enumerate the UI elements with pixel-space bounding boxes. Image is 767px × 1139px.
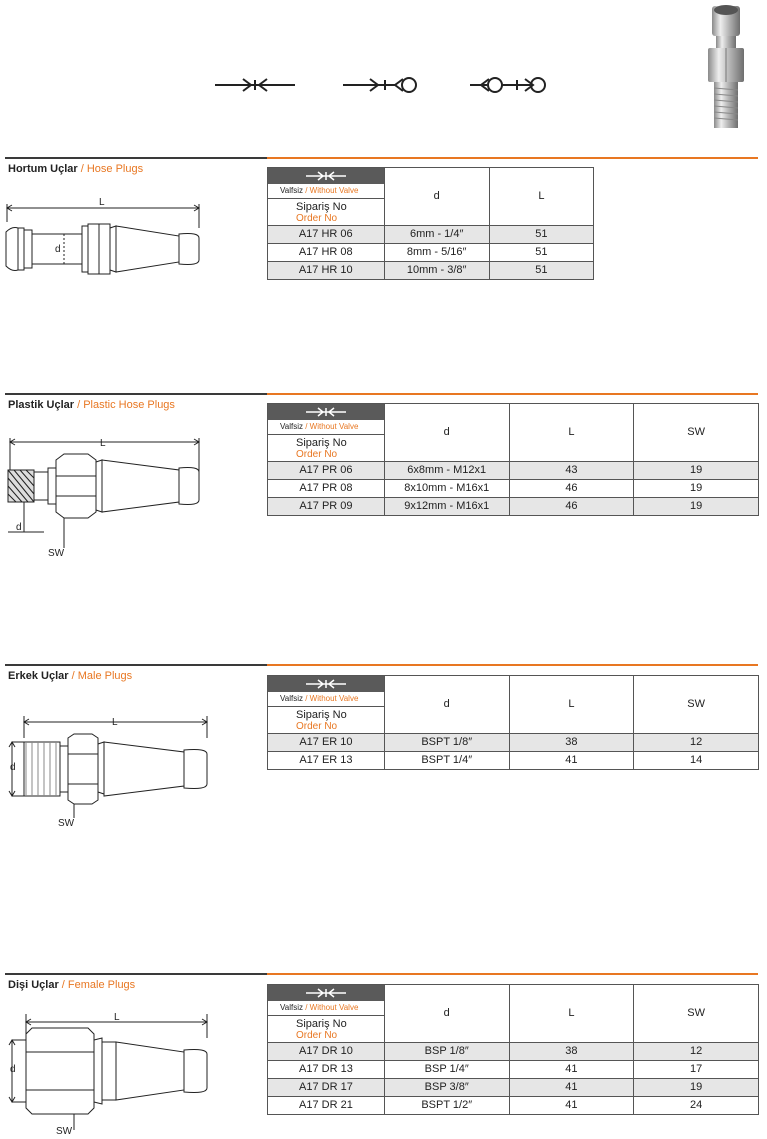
product-photo	[690, 2, 762, 132]
SW-cell: 12	[634, 734, 759, 752]
section-title-tr: Plastik Uçlar	[8, 399, 75, 411]
col-header-SW: SW	[634, 404, 759, 462]
order-no-cell: A17 HR 08	[268, 244, 385, 262]
d-cell: BSPT 1/8″	[384, 734, 509, 752]
SW-cell: 17	[634, 1061, 759, 1079]
section-divider	[5, 664, 267, 666]
d-cell: BSPT 1/4″	[384, 752, 509, 770]
table-row	[268, 1061, 759, 1079]
L-cell: 41	[509, 1079, 634, 1097]
col-header-d: d	[384, 404, 509, 462]
valve-type-label: Valfsiz / Without Valve	[268, 420, 384, 435]
col-header-L: L	[509, 985, 634, 1043]
coupling-symbols	[205, 70, 555, 100]
section-title-en: Plastic Hose Plugs	[83, 399, 175, 411]
SW-cell: 19	[634, 498, 759, 516]
female-plugs-table	[267, 984, 759, 1115]
SW-cell: 19	[634, 480, 759, 498]
L-cell: 41	[509, 1097, 634, 1115]
order-no-cell: A17 HR 06	[268, 226, 385, 244]
L-cell: 41	[509, 1061, 634, 1079]
d-cell: BSP 3/8″	[384, 1079, 509, 1097]
order-no-header: Sipariş No Order No	[296, 1018, 347, 1041]
female-plug-drawing	[4, 1008, 209, 1136]
col-header-d: d	[384, 985, 509, 1043]
dimension-label-SW: SW	[58, 818, 75, 829]
without-valve-symbol	[268, 985, 384, 1001]
section-divider-accent	[267, 973, 758, 975]
hose-plugs-table	[267, 167, 594, 280]
dimension-label-L: L	[100, 438, 106, 449]
order-no-cell: A17 PR 06	[268, 462, 385, 480]
dimension-label-SW: SW	[56, 1126, 73, 1136]
L-cell: 51	[489, 244, 593, 262]
order-no-cell: A17 DR 10	[268, 1043, 385, 1061]
without-valve-symbol	[268, 404, 384, 420]
valve-type-label: Valfsiz / Without Valve	[268, 692, 384, 707]
coupling-no-valve-icon	[215, 79, 295, 91]
L-cell: 51	[489, 262, 593, 280]
col-header-SW: SW	[634, 676, 759, 734]
d-cell: 10mm - 3/8″	[384, 262, 489, 280]
section-divider-accent	[267, 393, 758, 395]
d-cell: 9x12mm - M16x1	[384, 498, 509, 516]
L-cell: 38	[509, 1043, 634, 1061]
valve-type-label: Valfsiz / Without Valve	[268, 1001, 384, 1016]
table-row	[268, 226, 594, 244]
L-cell: 38	[509, 734, 634, 752]
L-cell: 51	[489, 226, 593, 244]
table-row	[268, 244, 594, 262]
L-cell: 46	[509, 498, 634, 516]
dimension-label-L: L	[99, 197, 105, 208]
section-title-tr: Erkek Uçlar	[8, 670, 69, 682]
without-valve-symbol	[268, 168, 384, 184]
L-cell: 43	[509, 462, 634, 480]
section-divider	[5, 393, 267, 395]
L-cell: 41	[509, 752, 634, 770]
d-cell: BSP 1/8″	[384, 1043, 509, 1061]
section-divider-accent	[267, 664, 758, 666]
section-title: Hortum Uçlar / Hose Plugs	[8, 163, 144, 175]
without-valve-symbol	[268, 676, 384, 692]
order-no-header: Sipariş No Order No	[296, 709, 347, 732]
d-cell: 6mm - 1/4″	[384, 226, 489, 244]
order-no-cell: A17 HR 10	[268, 262, 385, 280]
dimension-label-SW: SW	[48, 548, 65, 559]
male-plug-drawing	[4, 708, 209, 833]
section-title-en: Hose Plugs	[86, 163, 144, 175]
section-title-en: Female Plugs	[67, 979, 136, 991]
col-header-L: L	[509, 676, 634, 734]
SW-cell: 19	[634, 1079, 759, 1097]
table-row	[268, 734, 759, 752]
section-divider	[5, 157, 267, 159]
col-header-L: L	[489, 168, 593, 226]
section-title: Plastik Uçlar / Plastic Hose Plugs	[8, 399, 175, 411]
col-header-SW: SW	[634, 985, 759, 1043]
section-divider-accent	[267, 157, 758, 159]
coupling-two-valves-icon	[470, 78, 545, 92]
order-no-header: Sipariş No Order No	[296, 201, 347, 224]
SW-cell: 12	[634, 1043, 759, 1061]
d-cell: BSPT 1/2″	[384, 1097, 509, 1115]
table-row	[268, 498, 759, 516]
order-no-cell: A17 ER 10	[268, 734, 385, 752]
section-title-tr: Hortum Uçlar	[8, 163, 78, 175]
section-title-tr: Dişi Uçlar	[8, 979, 59, 991]
order-no-cell: A17 DR 13	[268, 1061, 385, 1079]
SW-cell: 19	[634, 462, 759, 480]
dimension-label-L: L	[114, 1012, 120, 1023]
section-title-en: Male Plugs	[77, 670, 133, 682]
dimension-label-d: d	[55, 244, 61, 255]
section-divider	[5, 973, 267, 975]
dimension-label-d: d	[10, 762, 16, 773]
d-cell: BSP 1/4″	[384, 1061, 509, 1079]
table-row	[268, 1079, 759, 1097]
plastic-hose-plug-drawing	[4, 432, 209, 562]
plastic-hose-plugs-table	[267, 403, 759, 516]
order-no-cell: A17 DR 21	[268, 1097, 385, 1115]
order-no-cell: A17 PR 09	[268, 498, 385, 516]
d-cell: 6x8mm - M12x1	[384, 462, 509, 480]
male-plugs-table	[267, 675, 759, 770]
section-title: Erkek Uçlar / Male Plugs	[8, 670, 133, 682]
d-cell: 8x10mm - M16x1	[384, 480, 509, 498]
order-no-header: Sipariş No Order No	[296, 437, 347, 460]
dimension-label-d: d	[16, 522, 22, 533]
table-row	[268, 1097, 759, 1115]
hose-plug-drawing	[4, 196, 209, 278]
SW-cell: 14	[634, 752, 759, 770]
dimension-label-d: d	[10, 1064, 16, 1075]
table-row	[268, 752, 759, 770]
valve-type-label: Valfsiz / Without Valve	[268, 184, 384, 199]
SW-cell: 24	[634, 1097, 759, 1115]
d-cell: 8mm - 5/16″	[384, 244, 489, 262]
table-row	[268, 262, 594, 280]
table-row	[268, 480, 759, 498]
order-no-cell: A17 PR 08	[268, 480, 385, 498]
dimension-label-L: L	[112, 717, 118, 728]
L-cell: 46	[509, 480, 634, 498]
col-header-d: d	[384, 676, 509, 734]
order-no-cell: A17 ER 13	[268, 752, 385, 770]
table-row	[268, 462, 759, 480]
col-header-L: L	[509, 404, 634, 462]
col-header-d: d	[384, 168, 489, 226]
order-no-cell: A17 DR 17	[268, 1079, 385, 1097]
coupling-one-valve-icon	[343, 78, 416, 92]
table-row	[268, 1043, 759, 1061]
section-title: Dişi Uçlar / Female Plugs	[8, 979, 136, 991]
